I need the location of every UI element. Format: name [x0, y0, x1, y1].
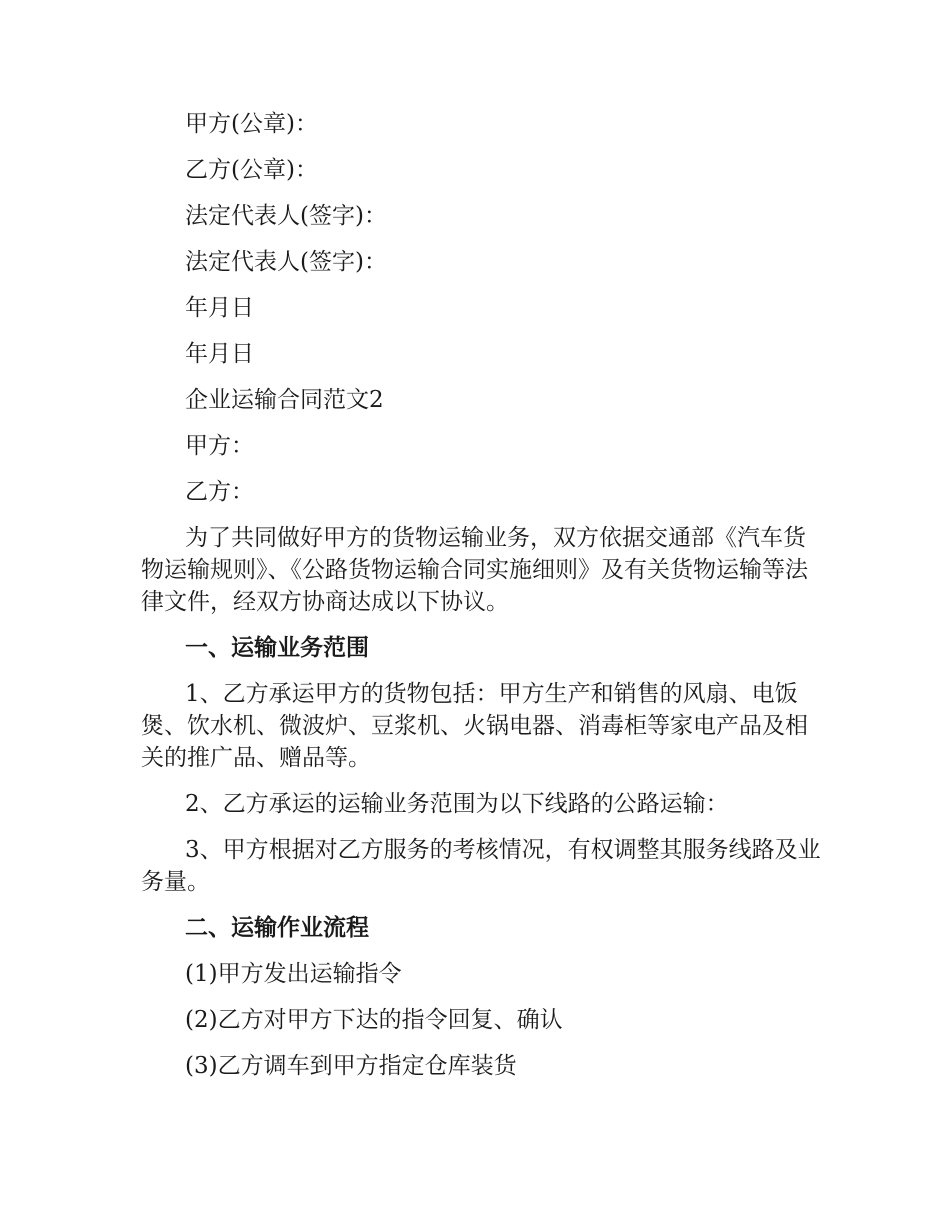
- date-line-b: 年月日: [185, 341, 254, 367]
- party-a-line: 甲方：: [185, 433, 254, 459]
- legal-rep-signature-line-a: 法定代表人(签字)：: [185, 203, 387, 229]
- section-2-step-1: (1)甲方发出运输指令: [185, 961, 402, 987]
- party-b-line: 乙方：: [185, 479, 254, 505]
- intro-paragraph: 为了共同做好甲方的货物运输业务，双方依据交通部《汽车货物运输规则》、《公路货物运输合同实施细则》及有关货物运输等法律文件，经双方协商达成以下协议。: [141, 525, 808, 615]
- section-2-step-3: (3)乙方调车到甲方指定仓库装货: [185, 1053, 517, 1079]
- document-page: [141, 108, 821, 1096]
- section-1-item-2: 2、乙方承运的运输业务范围为以下线路的公路运输：: [185, 791, 729, 817]
- section-2-step-2: (2)乙方对甲方下达的指令回复、确认: [185, 1007, 563, 1033]
- party-b-seal-line: 乙方(公章)：: [185, 157, 318, 183]
- section-1-item-1: 1、乙方承运甲方的货物包括：甲方生产和销售的风扇、电饭煲、饮水机、微波炉、豆浆机、火锅电器、消毒柜等家电产品及相关的推广品、赠品等。: [141, 681, 808, 771]
- section-1-heading: 一、运输业务范围: [185, 635, 369, 661]
- party-a-seal-line: 甲方(公章)：: [185, 111, 318, 137]
- date-line-a: 年月日: [185, 295, 254, 321]
- legal-rep-signature-line-b: 法定代表人(签字)：: [185, 249, 387, 275]
- section-1-item-3: 3、甲方根据对乙方服务的考核情况，有权调整其服务线路及业务量。: [141, 837, 821, 895]
- section-2-heading: 二、运输作业流程: [185, 915, 369, 941]
- contract-title: 企业运输合同范文2: [185, 387, 384, 413]
